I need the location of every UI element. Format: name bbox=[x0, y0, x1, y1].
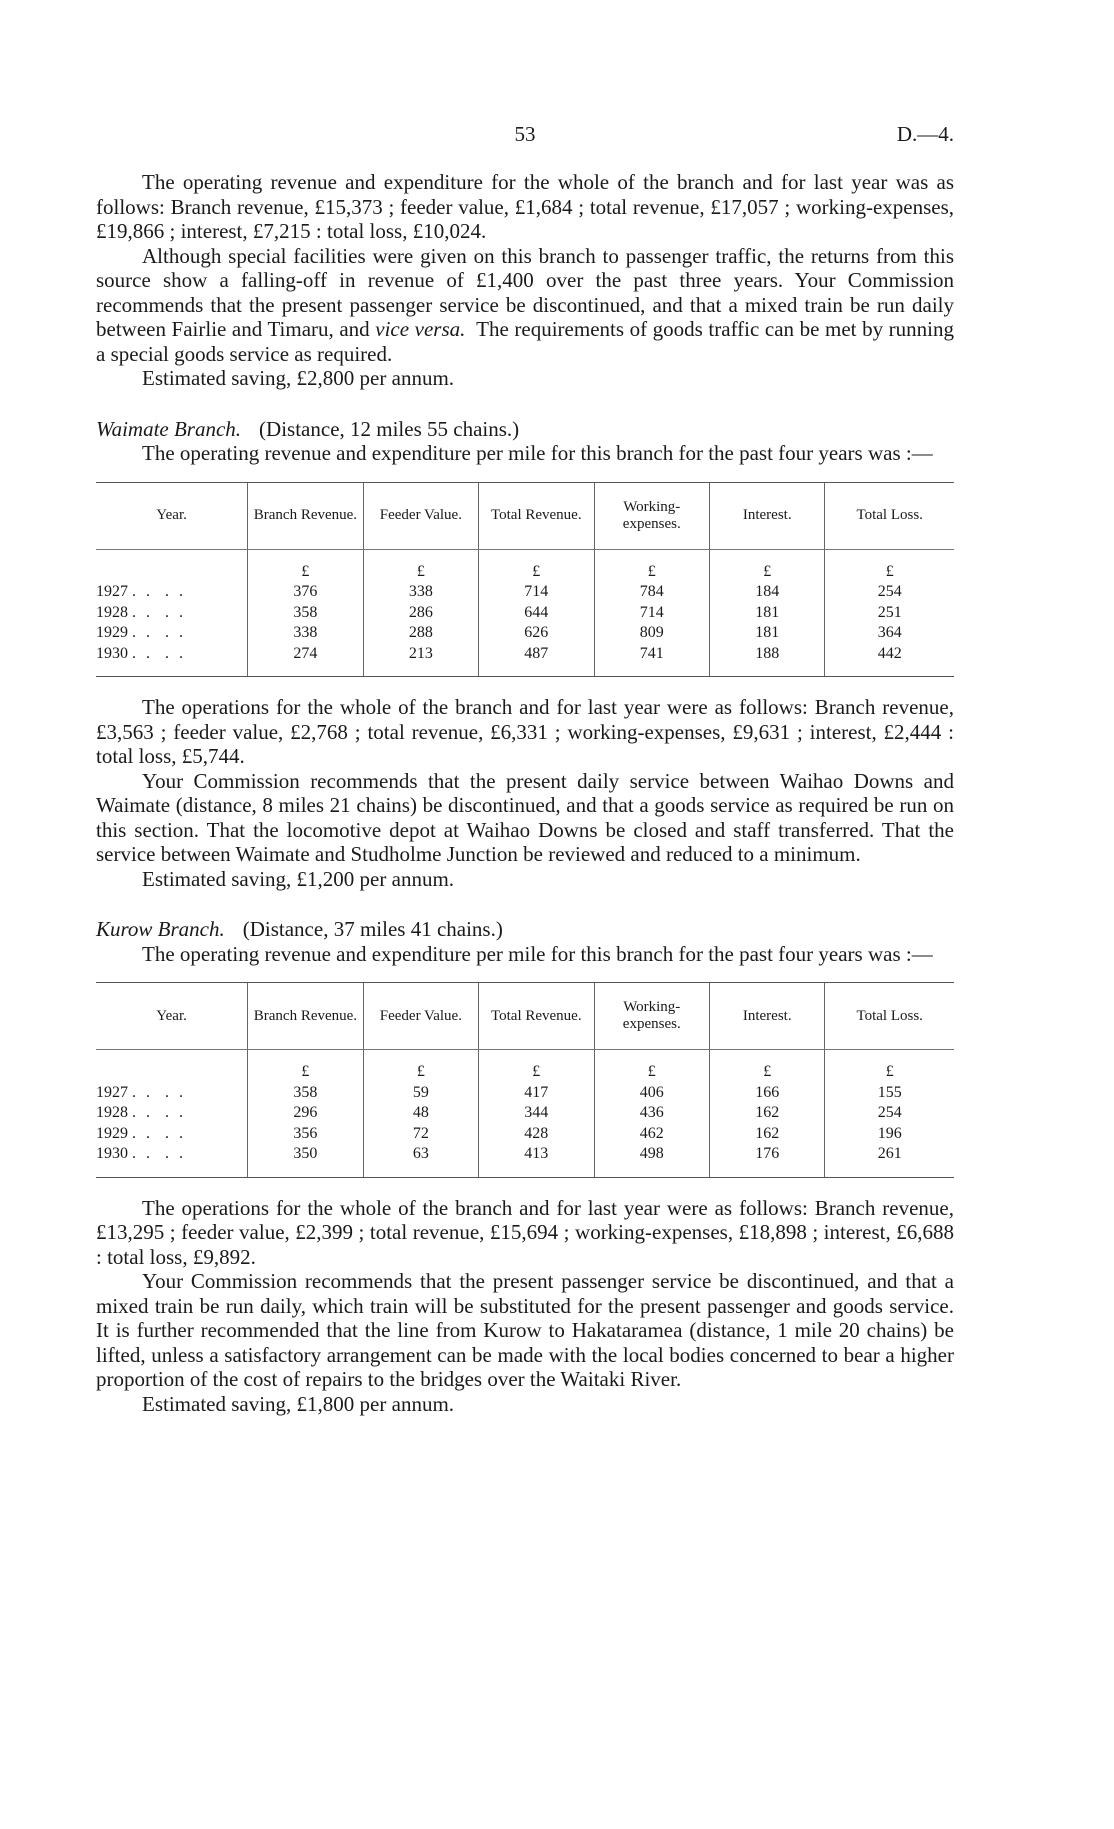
interest-cell: 181 bbox=[709, 623, 824, 644]
kurow-revenue-table bbox=[96, 982, 954, 1178]
table-row bbox=[96, 644, 954, 677]
total-loss-cell: 196 bbox=[825, 1124, 954, 1145]
year-value: 1927 bbox=[96, 583, 128, 600]
currency-row bbox=[96, 1050, 954, 1083]
year-value: 1928 bbox=[96, 603, 128, 621]
working-expenses-cell: 809 bbox=[594, 623, 709, 644]
currency-symbol: £ bbox=[594, 549, 709, 582]
working-expenses-cell: 498 bbox=[594, 1144, 709, 1177]
table-row bbox=[96, 1103, 954, 1124]
branch-revenue-cell: 376 bbox=[248, 582, 363, 603]
year-cell bbox=[96, 644, 248, 677]
currency-symbol: £ bbox=[709, 1050, 824, 1083]
fairlie-recommendation-paragraph bbox=[96, 244, 954, 367]
column-total-loss: Total Loss. bbox=[825, 983, 954, 1050]
waimate-section bbox=[96, 417, 954, 892]
leader-dots: . . bbox=[132, 1104, 153, 1121]
column-interest: Interest. bbox=[709, 983, 824, 1050]
waimate-recommendation-paragraph: Your Commission recommends that the present daily service between Waihao Downs and Waimate (distance, 8 miles 21 chains) be discontinued, and that a goods service as required be run on this section. That the locomotive depot at Waihao Downs be closed and staff transferred. That the service between Waimate and Studholme Junction be reviewed and reduced to a minimum. bbox=[96, 768, 954, 866]
year-cell bbox=[96, 1103, 248, 1124]
interest-cell: 181 bbox=[709, 603, 824, 624]
currency-symbol: £ bbox=[709, 549, 824, 582]
column-working-expenses: Working-expenses. bbox=[594, 482, 709, 549]
table-header-row bbox=[96, 482, 954, 549]
kurow-table-intro: The operating revenue and expenditure per mile for this branch for the past four years was :— bbox=[142, 941, 933, 966]
total-revenue-cell: 487 bbox=[479, 644, 594, 677]
document-reference: D.—4. bbox=[896, 122, 954, 146]
year-cell bbox=[96, 1083, 248, 1104]
branch-revenue-cell: 356 bbox=[248, 1124, 363, 1145]
column-total-revenue: Total Revenue. bbox=[479, 482, 594, 549]
leader-dots: . . bbox=[165, 1083, 186, 1101]
feeder-value-cell: 48 bbox=[363, 1103, 478, 1124]
feeder-value-cell: 213 bbox=[363, 644, 478, 677]
interest-cell: 166 bbox=[709, 1083, 824, 1104]
leader-dots: . . bbox=[132, 583, 153, 600]
total-revenue-cell: 417 bbox=[479, 1083, 594, 1104]
table-row bbox=[96, 1144, 954, 1177]
branch-revenue-cell: 338 bbox=[248, 623, 363, 644]
leader-dots: . . bbox=[132, 1083, 153, 1101]
table-row bbox=[96, 1124, 954, 1145]
column-branch-revenue: Branch Revenue. bbox=[248, 983, 363, 1050]
fairlie-operations-paragraph: The operating revenue and expenditure for the whole of the branch and for last year was as follows: Branch revenue, £15,373 ; feeder value, £1,684 ; total revenue, £17,057 ; working-expenses, £19,866 ; interest, £7,215 : total loss, £10,024. bbox=[96, 170, 954, 243]
table-row bbox=[96, 582, 954, 603]
waimate-heading bbox=[96, 417, 954, 442]
total-loss-cell: 442 bbox=[825, 644, 954, 677]
page-body bbox=[96, 170, 954, 1416]
working-expenses-cell: 436 bbox=[594, 1103, 709, 1124]
currency-symbol: £ bbox=[825, 549, 954, 582]
year-cell bbox=[96, 603, 248, 624]
kurow-recommendation-paragraph: Your Commission recommends that the present passenger service be discontinued, and that a mixed train be run daily, which train will be substituted for the present passenger and goods service. It is further recommended that the line from Kurow to Hakataramea (distance, 1 mile 20 chains) be lifted, unless a satisfactory arrangement can be made with the local bodies concerned to bear a higher proportion of the cost of repairs to the bridges over the Waitaki River. bbox=[96, 1269, 954, 1391]
year-value: 1930 bbox=[96, 644, 128, 662]
interest-cell: 162 bbox=[709, 1124, 824, 1145]
total-loss-cell: 364 bbox=[825, 623, 954, 644]
column-working-expenses: Working-expenses. bbox=[594, 983, 709, 1050]
leader-dots: . . bbox=[132, 603, 153, 621]
working-expenses-cell: 406 bbox=[594, 1083, 709, 1104]
feeder-value-cell: 288 bbox=[363, 623, 478, 644]
kurow-title: Kurow Branch. bbox=[96, 917, 225, 941]
currency-symbol: £ bbox=[479, 549, 594, 582]
waimate-table-intro: The operating revenue and expenditure per mile for this branch for the past four years was :— bbox=[142, 441, 933, 465]
column-year: Year. bbox=[96, 983, 248, 1050]
currency-symbol: £ bbox=[248, 549, 363, 582]
currency-symbol: £ bbox=[479, 1050, 594, 1083]
year-cell bbox=[96, 623, 248, 644]
total-loss-cell: 251 bbox=[825, 603, 954, 624]
kurow-operations-paragraph: The operations for the whole of the branch and for last year were as follows: Branch revenue, £13,295 ; feeder value, £2,399 ; total revenue, £15,694 ; working-expenses, £18,898 ; interest, £6,688 : total loss, £9,892. bbox=[96, 1195, 954, 1269]
year-value: 1929 bbox=[96, 1124, 128, 1142]
leader-dots: . . bbox=[132, 624, 153, 641]
waimate-saving: Estimated saving, £1,200 per annum. bbox=[142, 866, 455, 891]
feeder-value-cell: 338 bbox=[363, 582, 478, 603]
waimate-title: Waimate Branch. bbox=[96, 416, 242, 441]
leader-dots: . . bbox=[165, 1124, 186, 1142]
total-revenue-cell: 626 bbox=[479, 623, 594, 644]
waimate-operations-paragraph: The operations for the whole of the branch and for last year were as follows: Branch revenue, £3,563 ; feeder value, £2,768 ; total revenue, £6,331 ; working-expenses, £9,631 ; interest, £2,444 : total loss, £5,744. bbox=[96, 695, 954, 768]
total-revenue-cell: 714 bbox=[479, 582, 594, 603]
column-total-loss: Total Loss. bbox=[825, 482, 954, 549]
leader-dots: . . bbox=[165, 644, 186, 662]
working-expenses-cell: 784 bbox=[594, 582, 709, 603]
total-revenue-cell: 413 bbox=[479, 1144, 594, 1177]
year-value: 1929 bbox=[96, 624, 128, 641]
column-interest: Interest. bbox=[709, 482, 824, 549]
leader-dots: . . bbox=[165, 624, 186, 641]
branch-revenue-cell: 274 bbox=[248, 644, 363, 677]
interest-cell: 184 bbox=[709, 582, 824, 603]
leader-dots: . . bbox=[132, 644, 153, 662]
branch-revenue-cell: 296 bbox=[248, 1103, 363, 1124]
year-value: 1928 bbox=[96, 1104, 128, 1121]
branch-revenue-cell: 358 bbox=[248, 603, 363, 624]
leader-dots: . . bbox=[165, 1104, 186, 1121]
column-year: Year. bbox=[96, 482, 248, 549]
interest-cell: 176 bbox=[709, 1144, 824, 1177]
kurow-saving: Estimated saving, £1,800 per annum. bbox=[142, 1391, 455, 1416]
working-expenses-cell: 714 bbox=[594, 603, 709, 624]
total-loss-cell: 261 bbox=[825, 1144, 954, 1177]
currency-symbol: £ bbox=[363, 549, 478, 582]
column-total-revenue: Total Revenue. bbox=[479, 983, 594, 1050]
currency-row bbox=[96, 549, 954, 582]
table-row bbox=[96, 623, 954, 644]
fairlie-goods-text: The requirements of goods traffic can be met by running a special goods service as required. bbox=[96, 317, 954, 366]
leader-dots: . . bbox=[165, 583, 186, 600]
total-revenue-cell: 644 bbox=[479, 603, 594, 624]
leader-dots: . . bbox=[165, 603, 186, 621]
total-revenue-cell: 428 bbox=[479, 1124, 594, 1145]
column-branch-revenue: Branch Revenue. bbox=[248, 482, 363, 549]
page-number: 53 bbox=[514, 122, 536, 146]
fairlie-recommendation-text: Although special facilities were given on this branch to passenger traffic, the returns from this source show a falling-off in revenue of £1,400 over the past three years. Your Commission recommends that the present passenger service be discontinued, and that a mixed train be run daily between Fairlie and Timaru, and bbox=[96, 243, 954, 341]
kurow-distance: (Distance, 37 miles 41 chains.) bbox=[242, 917, 503, 941]
table-row bbox=[96, 1083, 954, 1104]
column-feeder-value: Feeder Value. bbox=[363, 482, 478, 549]
total-loss-cell: 254 bbox=[825, 582, 954, 603]
branch-revenue-cell: 358 bbox=[248, 1083, 363, 1104]
branch-revenue-cell: 350 bbox=[248, 1144, 363, 1177]
interest-cell: 188 bbox=[709, 644, 824, 677]
total-loss-cell: 254 bbox=[825, 1103, 954, 1124]
year-cell bbox=[96, 582, 248, 603]
currency-symbol: £ bbox=[594, 1050, 709, 1083]
waimate-revenue-table bbox=[96, 482, 954, 678]
year-value: 1927 bbox=[96, 1083, 128, 1101]
kurow-section bbox=[96, 917, 954, 1416]
currency-symbol: £ bbox=[248, 1050, 363, 1083]
leader-dots: . . bbox=[132, 1124, 153, 1142]
column-feeder-value: Feeder Value. bbox=[363, 983, 478, 1050]
feeder-value-cell: 59 bbox=[363, 1083, 478, 1104]
leader-dots: . . bbox=[132, 1145, 153, 1162]
page-header bbox=[96, 122, 954, 152]
feeder-value-cell: 286 bbox=[363, 603, 478, 624]
feeder-value-cell: 63 bbox=[363, 1144, 478, 1177]
working-expenses-cell: 741 bbox=[594, 644, 709, 677]
table-header-row bbox=[96, 983, 954, 1050]
currency-symbol: £ bbox=[825, 1050, 954, 1083]
currency-spacer bbox=[96, 549, 248, 582]
currency-spacer bbox=[96, 1050, 248, 1083]
year-cell bbox=[96, 1124, 248, 1145]
year-value: 1930 bbox=[96, 1145, 128, 1162]
waimate-distance: (Distance, 12 miles 55 chains.) bbox=[259, 416, 520, 441]
leader-dots: . . bbox=[165, 1145, 186, 1162]
working-expenses-cell: 462 bbox=[594, 1124, 709, 1145]
total-revenue-cell: 344 bbox=[479, 1103, 594, 1124]
year-cell bbox=[96, 1144, 248, 1177]
kurow-heading bbox=[96, 917, 954, 942]
currency-symbol: £ bbox=[363, 1050, 478, 1083]
total-loss-cell: 155 bbox=[825, 1083, 954, 1104]
interest-cell: 162 bbox=[709, 1103, 824, 1124]
vice-versa-text: vice versa. bbox=[375, 317, 466, 341]
fairlie-saving: Estimated saving, £2,800 per annum. bbox=[142, 366, 455, 390]
table-row bbox=[96, 603, 954, 624]
feeder-value-cell: 72 bbox=[363, 1124, 478, 1145]
